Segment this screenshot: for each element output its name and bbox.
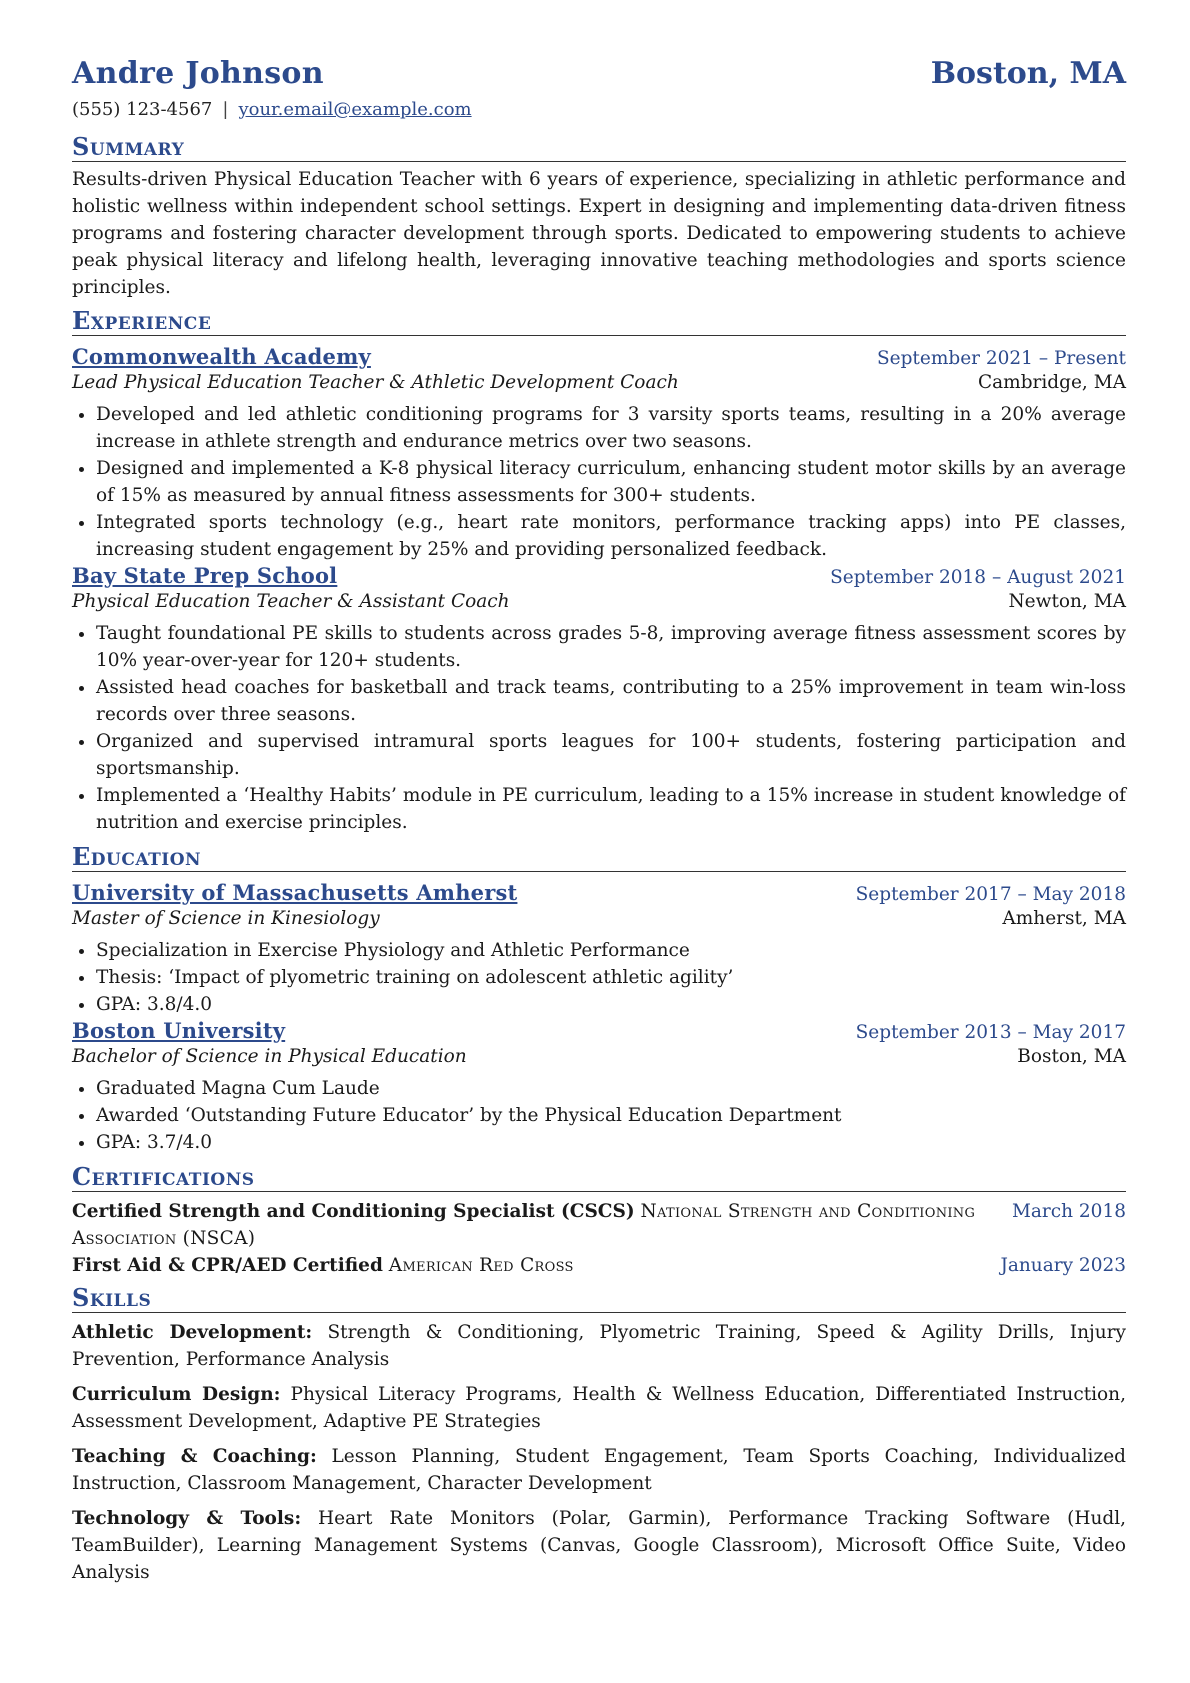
certification-date: January 2023 (1000, 1255, 1126, 1276)
degree-name: Master of Science in Kinesiology (72, 908, 380, 929)
list-item: • Organized and supervised intramural sports leagues for 100+ students, fostering participation and sportsmanship. (96, 728, 1126, 782)
school-dates: September 2013 – May 2017 (855, 1022, 1126, 1043)
job-bullets (72, 620, 1126, 836)
certification-issuer: American Red Cross (388, 1255, 574, 1276)
list-item: • GPA: 3.7/4.0 (96, 1129, 1126, 1156)
resume-header (72, 56, 1126, 91)
job-location: Newton, MA (1008, 591, 1126, 612)
section-title-education: Education (72, 844, 1126, 872)
candidate-location: Boston, MA (930, 56, 1126, 91)
job-organization[interactable]: Bay State Prep School (72, 563, 338, 588)
degree-name: Bachelor of Science in Physical Education (72, 1046, 467, 1067)
skill-label: Technology & Tools: (72, 1508, 302, 1529)
education-entry (72, 880, 1126, 1018)
job-dates: September 2018 – August 2021 (830, 567, 1126, 588)
certification-issuer: National Strength and Conditioning Association (NSCA) (72, 1201, 976, 1249)
list-item: • Thesis: ‘Impact of plyometric training on adolescent athletic agility’ (96, 964, 1126, 991)
list-item: • Integrated sports technology (e.g., heart rate monitors, performance tracking apps) into PE classes, increasing student engagement by 25% and providing personalized feedback. (96, 509, 1126, 563)
phone-number: (555) 123-4567 (72, 99, 213, 120)
certification-entry (72, 1198, 1126, 1252)
section-title-certifications: Certifications (72, 1164, 1126, 1192)
education-bullets (72, 937, 1126, 1018)
list-item: • Developed and led athletic conditioning programs for 3 varsity sports teams, resulting in a 20% average increase in athlete strength and endurance metrics over two seasons. (96, 401, 1126, 455)
contact-line (72, 99, 1126, 120)
skill-group (72, 1319, 1126, 1373)
contact-separator: | (222, 99, 229, 120)
skill-label: Curriculum Design: (72, 1384, 281, 1405)
summary-text: Results-driven Physical Education Teacher with 6 years of experience, specializing in athletic performance and holistic wellness within independent school settings. Expert in designing and implementing data-driven fitness programs and fostering character development through sports. Dedicated to empowering students to achieve peak physical literacy and lifelong health, leveraging innovative teaching methodologies and sports science principles. (72, 169, 1126, 298)
list-item: • Assisted head coaches for basketball and track teams, contributing to a 25% improvement in team win-loss records over three seasons. (96, 674, 1126, 728)
job-role: Physical Education Teacher & Assistant Coach (72, 591, 510, 612)
skill-group (72, 1505, 1126, 1586)
skill-list: Physical Literacy Programs, Health & Wellness Education, Differentiated Instruction, Assessment Development, Adaptive PE Strategies (72, 1384, 1126, 1432)
list-item: • Awarded ‘Outstanding Future Educator’ by the Physical Education Department (96, 1102, 1126, 1129)
school-name[interactable]: University of Massachusetts Amherst (72, 880, 518, 905)
email-link[interactable]: your.email@example.com (238, 99, 472, 120)
skill-group (72, 1443, 1126, 1497)
section-title-summary: Summary (72, 134, 1126, 162)
education-bullets (72, 1075, 1126, 1156)
skill-label: Teaching & Coaching: (72, 1446, 317, 1467)
skill-label: Athletic Development: (72, 1322, 313, 1343)
certification-name: Certified Strength and Conditioning Specialist (CSCS) (72, 1201, 635, 1222)
job-entry (72, 563, 1126, 836)
section-title-skills: Skills (72, 1285, 1126, 1313)
skill-list: Strength & Conditioning, Plyometric Training, Speed & Agility Drills, Injury Prevention, Performance Analysis (72, 1322, 1126, 1370)
candidate-name: Andre Johnson (72, 56, 324, 91)
skill-list: Heart Rate Monitors (Polar, Garmin), Performance Tracking Software (Hudl, TeamBuilder), Learning Management Systems (Canvas, Google Classroom), Microsoft Office Suite, Video Analysis (72, 1508, 1127, 1583)
job-organization[interactable]: Commonwealth Academy (72, 344, 371, 369)
school-dates: September 2017 – May 2018 (855, 884, 1126, 905)
job-dates: September 2021 – Present (876, 348, 1126, 369)
skill-group (72, 1381, 1126, 1435)
certification-entry (72, 1252, 1126, 1279)
school-name[interactable]: Boston University (72, 1018, 286, 1043)
school-location: Boston, MA (1017, 1046, 1126, 1067)
skill-list: Lesson Planning, Student Engagement, Team Sports Coaching, Individualized Instruction, Classroom Management, Character Development (72, 1446, 1126, 1494)
certification-date: March 2018 (1011, 1201, 1126, 1222)
list-item: • GPA: 3.8/4.0 (96, 991, 1126, 1018)
list-item: • Implemented a ‘Healthy Habits’ module in PE curriculum, leading to a 15% increase in student knowledge of nutrition and exercise principles. (96, 782, 1126, 836)
list-item: • Designed and implemented a K-8 physical literacy curriculum, enhancing student motor skills by an average of 15% as measured by annual fitness assessments for 300+ students. (96, 455, 1126, 509)
job-entry (72, 344, 1126, 563)
section-title-experience: Experience (72, 308, 1126, 336)
job-bullets (72, 401, 1126, 563)
list-item: • Specialization in Exercise Physiology and Athletic Performance (96, 937, 1126, 964)
list-item: • Taught foundational PE skills to students across grades 5-8, improving average fitness assessment scores by 10% year-over-year for 120+ students. (96, 620, 1126, 674)
job-location: Cambridge, MA (977, 372, 1126, 393)
resume-page (72, 56, 1126, 1586)
list-item: • Graduated Magna Cum Laude (96, 1075, 1126, 1102)
certification-name: First Aid & CPR/AED Certified (72, 1255, 383, 1276)
job-role: Lead Physical Education Teacher & Athletic Development Coach (72, 372, 679, 393)
school-location: Amherst, MA (1002, 908, 1126, 929)
education-entry (72, 1018, 1126, 1156)
